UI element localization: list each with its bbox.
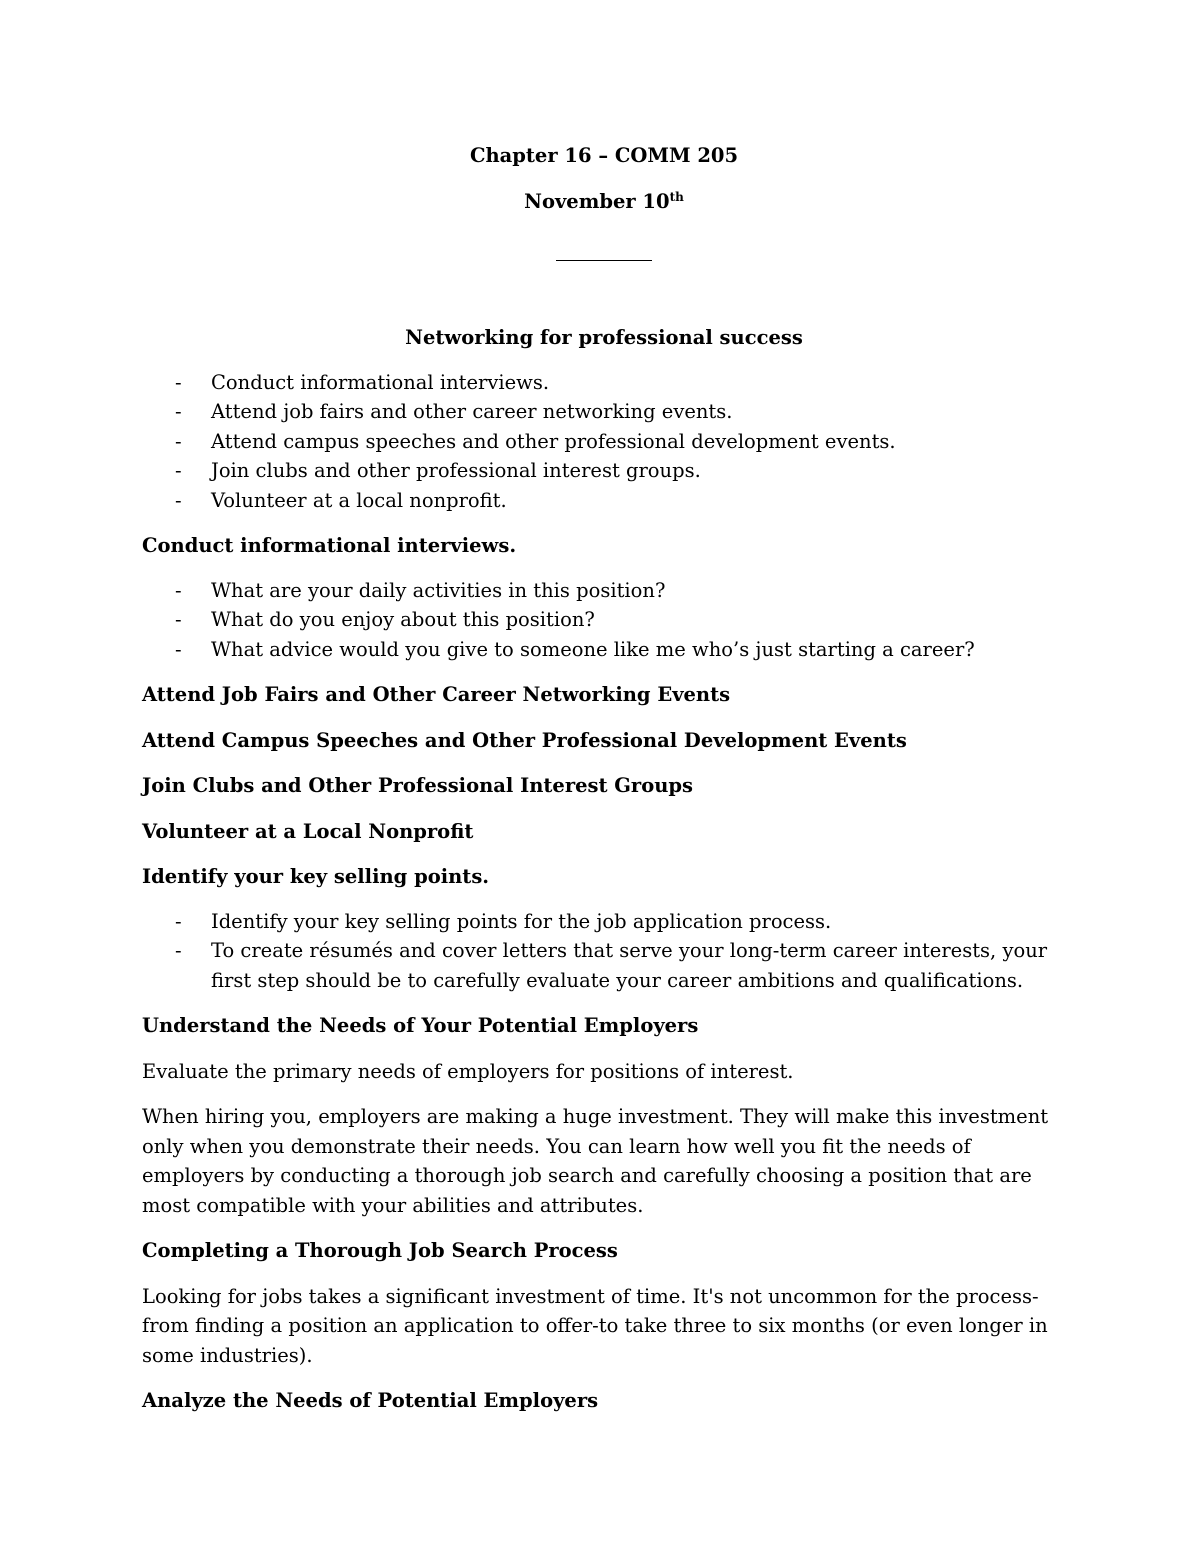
informational-heading: Conduct informational interviews. <box>142 534 517 557</box>
dash-bullet: - <box>175 939 182 962</box>
list-item <box>142 907 1066 937</box>
dash-bullet: - <box>175 459 182 482</box>
dash-bullet: - <box>175 400 182 423</box>
hiring-investment-paragraph: When hiring you, employers are making a huge investment. They will make this investment only when you demonstrate their needs. You can learn how well you fit the needs of employers by conducting a thorough job search and carefully choosing a position that are most compatible with your abilities and attributes. <box>142 1105 1049 1217</box>
dash-bullet: - <box>175 488 182 512</box>
analyze-needs-heading: Analyze the Needs of Potential Employers <box>142 1389 599 1412</box>
list-item-text: Join clubs and other professional interest groups. <box>211 459 701 482</box>
employer-needs-heading: Understand the Needs of Your Potential Employers <box>142 1014 699 1037</box>
employer-needs-paragraph: Evaluate the primary needs of employers for positions of interest. <box>142 1059 794 1083</box>
list-item-text: Attend campus speeches and other professional development events. <box>211 429 896 453</box>
list-item <box>142 486 1066 516</box>
list-item <box>142 397 1066 427</box>
campus-heading: Attend Campus Speeches and Other Professional Development Events <box>142 728 907 752</box>
list-item-text: What do you enjoy about this position? <box>211 608 595 631</box>
dash-bullet: - <box>175 578 182 602</box>
document-title: Chapter 16 – COMM 205 <box>469 144 739 167</box>
list-item-text: Volunteer at a local nonprofit. <box>211 488 507 512</box>
volunteer-heading: Volunteer at a Local Nonprofit <box>142 819 474 843</box>
dash-bullet: - <box>175 370 182 394</box>
dash-bullet: - <box>175 637 182 661</box>
list-item <box>142 576 1066 606</box>
list-item-text: Identify your key selling points for the job application process. <box>211 909 832 933</box>
document-date <box>142 187 1066 217</box>
networking-list <box>142 368 1066 516</box>
job-search-paragraph: Looking for jobs takes a significant investment of time. It's not uncommon for the process-from finding a position an application to offer-to take three to six months (or even longer in some industries). <box>142 1284 1048 1367</box>
list-item-text: To create résumés and cover letters that serve your long-term career interests, your first step should be to carefully evaluate your career ambitions and qualifications. <box>211 939 1048 992</box>
informational-list <box>142 576 1066 665</box>
list-item-text: What are your daily activities in this position? <box>211 578 666 602</box>
job-fairs-heading: Attend Job Fairs and Other Career Networking Events <box>142 683 731 706</box>
clubs-heading: Join Clubs and Other Professional Interest Groups <box>142 774 693 797</box>
networking-heading: Networking for professional success <box>405 326 803 349</box>
title-divider <box>556 260 652 261</box>
list-item <box>142 368 1066 398</box>
list-item <box>142 456 1066 486</box>
selling-points-heading: Identify your key selling points. <box>142 865 490 888</box>
dash-bullet: - <box>175 608 182 631</box>
list-item <box>142 605 1066 635</box>
selling-points-list <box>142 907 1066 996</box>
dash-bullet: - <box>175 909 182 933</box>
list-item-text: What advice would you give to someone like me who’s just starting a career? <box>211 637 975 661</box>
date-text: November 10 <box>524 189 670 213</box>
dash-bullet: - <box>175 429 182 453</box>
list-item <box>142 936 1066 995</box>
job-search-heading: Completing a Thorough Job Search Process <box>142 1239 618 1262</box>
list-item <box>142 427 1066 457</box>
document-content <box>142 141 1066 1416</box>
list-item <box>142 635 1066 665</box>
list-item-text: Conduct informational interviews. <box>211 370 550 394</box>
date-suffix: th <box>669 189 684 204</box>
list-item-text: Attend job fairs and other career networking events. <box>211 400 733 423</box>
